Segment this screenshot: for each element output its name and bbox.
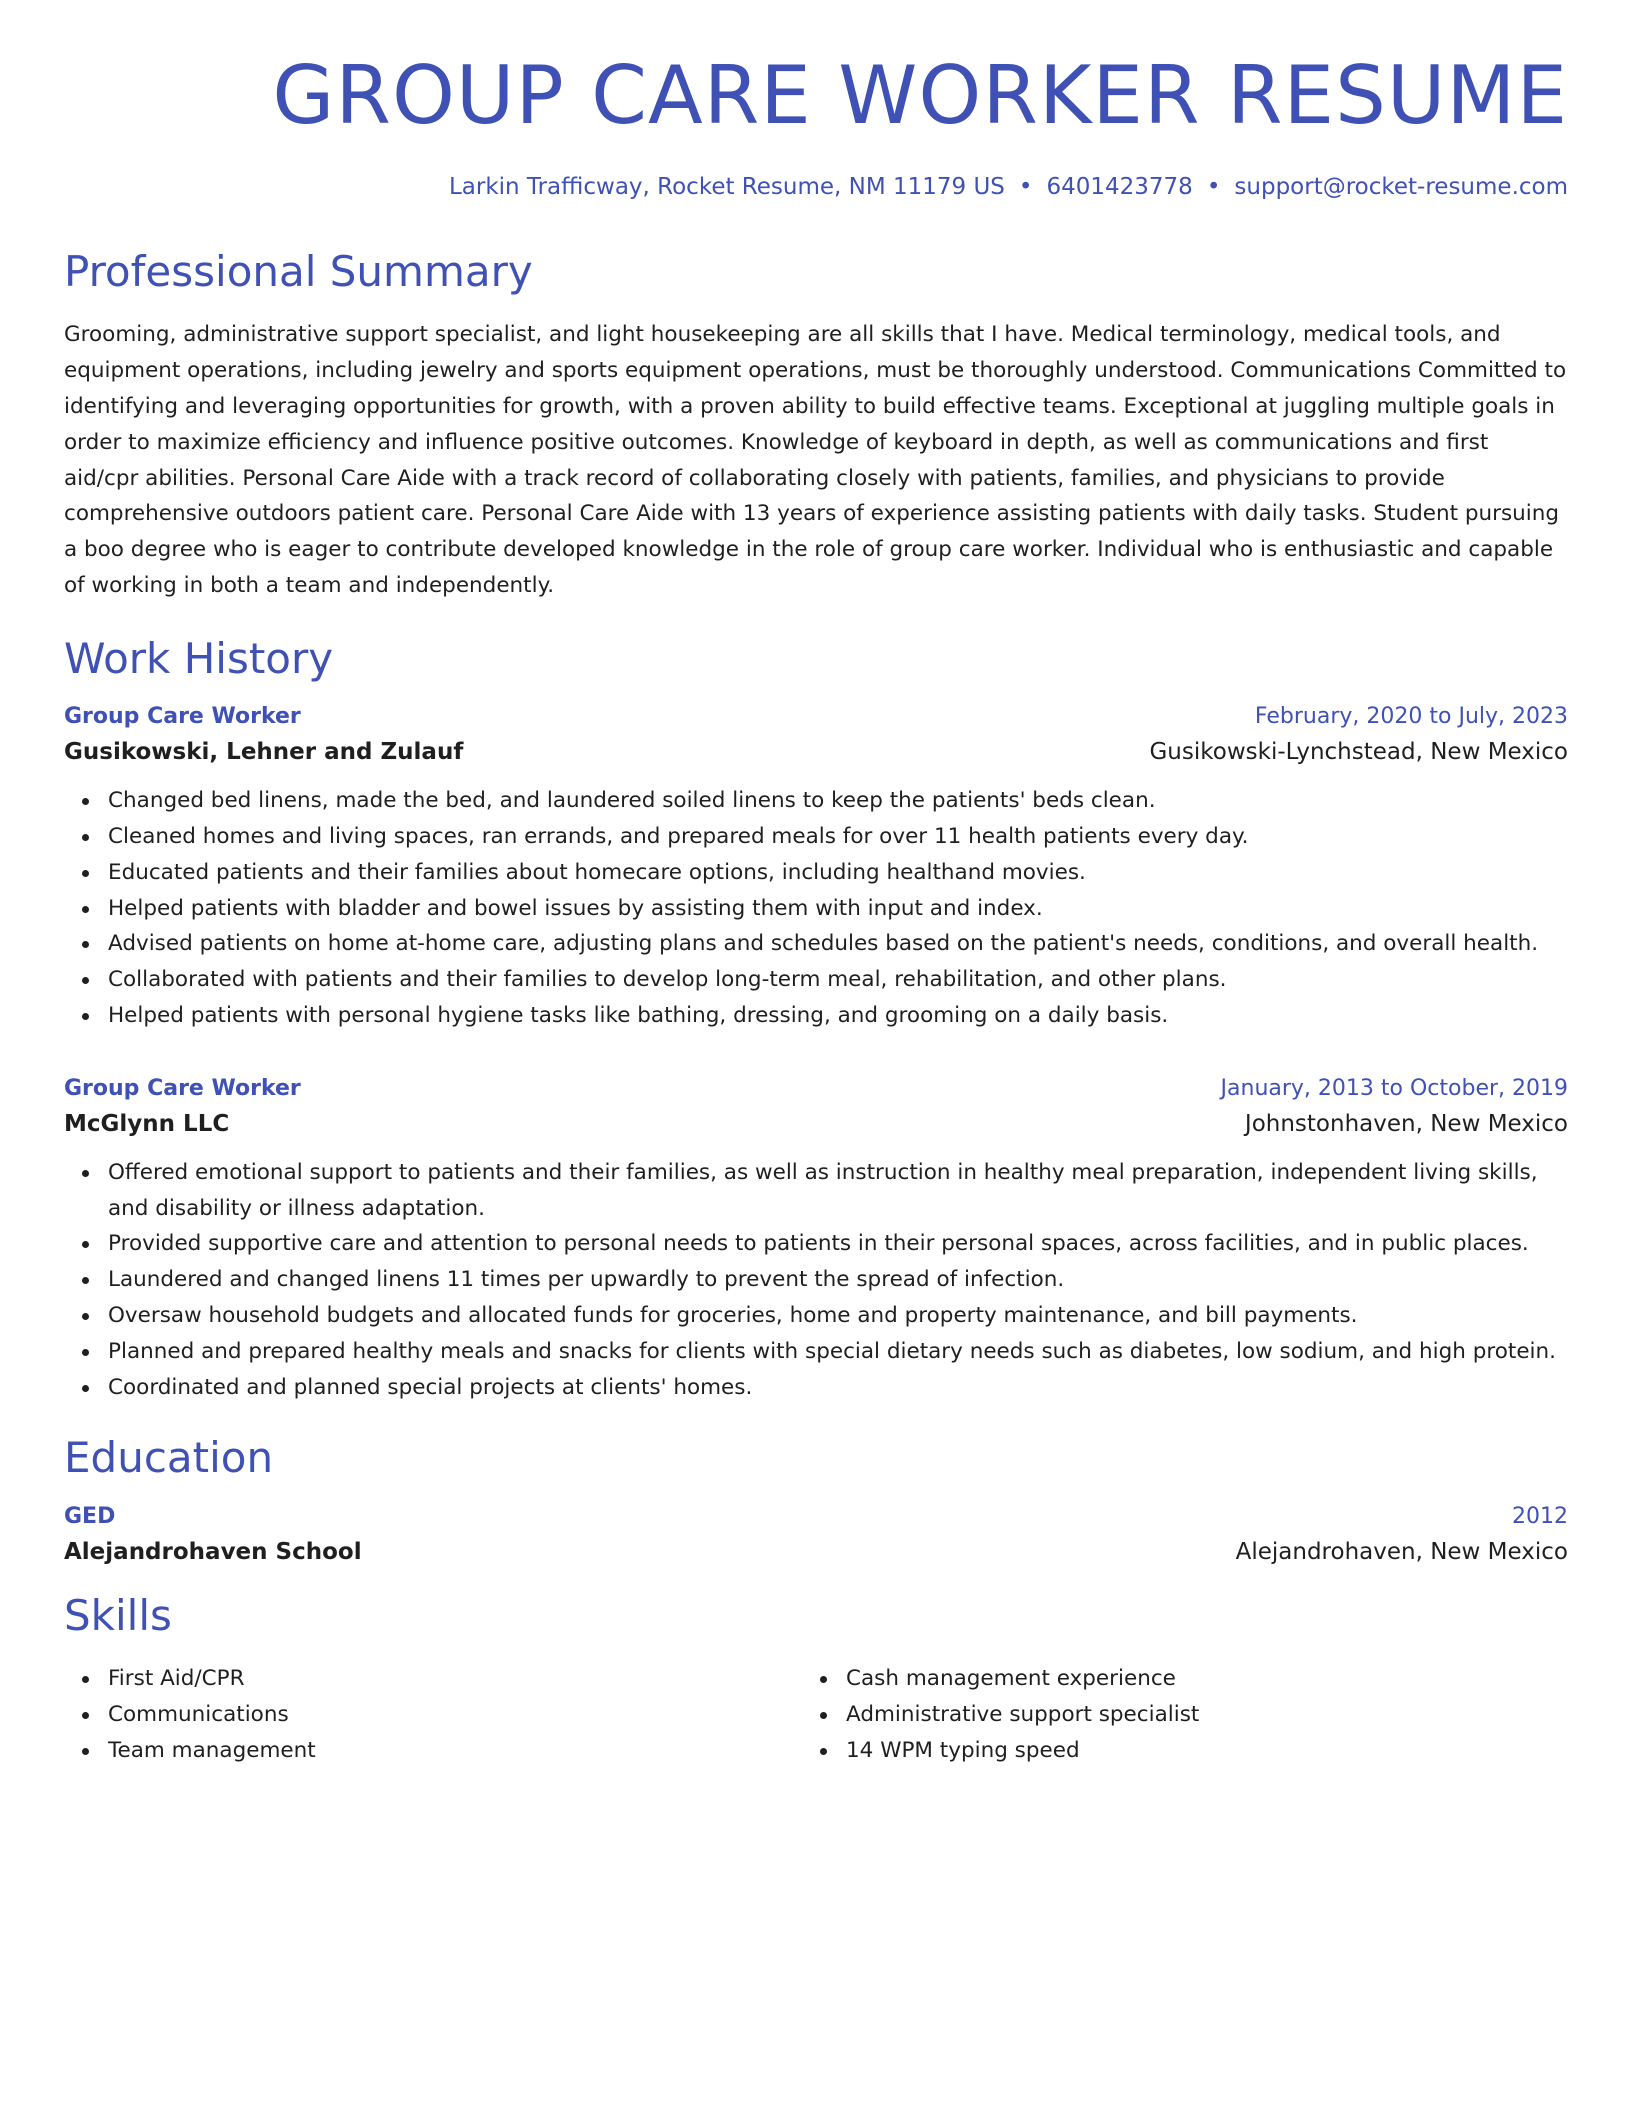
education-year: 2012 bbox=[1512, 1503, 1568, 1529]
summary-section bbox=[64, 247, 1568, 604]
job-bullet: Changed bed linens, made the bed, and laundered soiled linens to keep the patients' beds clean. bbox=[108, 783, 1568, 819]
skills-column-left bbox=[64, 1661, 802, 1768]
job-title: Group Care Worker bbox=[64, 704, 301, 730]
job-company: Gusikowski, Lehner and Zulauf bbox=[64, 739, 464, 766]
skill-item: Team management bbox=[108, 1733, 802, 1769]
education-school-row bbox=[64, 1539, 1568, 1565]
education-degree: GED bbox=[64, 1503, 116, 1529]
job-entry bbox=[64, 704, 1568, 1034]
job-title: Group Care Worker bbox=[64, 1075, 301, 1101]
contact-line bbox=[64, 176, 1568, 199]
skill-item: First Aid/CPR bbox=[108, 1661, 802, 1697]
summary-text: Grooming, administrative support specialist, and light housekeeping are all skills that I have. Medical terminology, medical tools, and equipment operations, including jewelry and sports equipment operations, must be thoroughly understood. Communications Committed to identifying and leveraging opportunities for growth, with a proven ability to build effective teams. Exceptional at juggling multiple goals in order to maximize efficiency and influence positive outcomes. Knowledge of keyboard in depth, as well as communications and first aid/cpr abilities. Personal Care Aide with a track record of collaborating closely with patients, families, and physicians to provide comprehensive outdoors patient care. Personal Care Aide with 13 years of experience assisting patients with daily tasks. Student pursuing a boo degree who is eager to contribute developed knowledge in the role of group care worker. Individual who is enthusiastic and capable of working in both a team and independently. bbox=[64, 322, 1567, 598]
job-bullet: Provided supportive care and attention to personal needs to patients in their personal spaces, across facilities, and in public places. bbox=[108, 1226, 1568, 1262]
contact-address: Larkin Trafficway, Rocket Resume, NM 11179 US bbox=[448, 174, 1005, 200]
skills-list bbox=[802, 1661, 1540, 1768]
job-bullet: Laundered and changed linens 11 times per upwardly to prevent the spread of infection. bbox=[108, 1262, 1568, 1298]
education-entry bbox=[64, 1504, 1568, 1565]
summary-heading: Professional Summary bbox=[64, 247, 533, 296]
job-bullet: Offered emotional support to patients and their families, as well as instruction in healthy meal preparation, independent living skills, and disability or illness adaptation. bbox=[108, 1155, 1568, 1227]
job-location: Johnstonhaven, New Mexico bbox=[1244, 1110, 1568, 1137]
skill-item: Communications bbox=[108, 1697, 802, 1733]
job-header-row bbox=[64, 704, 1568, 729]
education-header-row bbox=[64, 1504, 1568, 1529]
skill-item: Administrative support specialist bbox=[846, 1697, 1540, 1733]
skill-item: 14 WPM typing speed bbox=[846, 1733, 1540, 1769]
job-bullet-list bbox=[64, 783, 1568, 1034]
skills-grid bbox=[64, 1661, 1568, 1768]
contact-separator: • bbox=[1206, 174, 1221, 200]
job-bullet: Collaborated with patients and their families to develop long-term meal, rehabilitation, and other plans. bbox=[108, 962, 1568, 998]
job-company: McGlynn LLC bbox=[64, 1110, 230, 1137]
resume-header bbox=[64, 0, 1568, 199]
job-bullet: Helped patients with bladder and bowel issues by assisting them with input and index. bbox=[108, 891, 1568, 927]
resume-title: GROUP CARE WORKER RESUME bbox=[272, 49, 1568, 142]
job-dates: February, 2020 to July, 2023 bbox=[1254, 704, 1568, 730]
job-entry bbox=[64, 1076, 1568, 1406]
job-location: Gusikowski-Lynchstead, New Mexico bbox=[1149, 739, 1568, 766]
skills-heading: Skills bbox=[64, 1590, 172, 1640]
work-history-section bbox=[64, 634, 1568, 1406]
job-bullet: Cleaned homes and living spaces, ran errands, and prepared meals for over 11 health patients every day. bbox=[108, 819, 1568, 855]
job-company-row bbox=[64, 739, 1568, 765]
skills-list bbox=[64, 1661, 802, 1768]
work-history-heading: Work History bbox=[64, 633, 334, 683]
job-bullet: Helped patients with personal hygiene tasks like bathing, dressing, and grooming on a daily basis. bbox=[108, 998, 1568, 1034]
contact-email: support@rocket-resume.com bbox=[1234, 174, 1568, 200]
contact-phone: 6401423778 bbox=[1046, 174, 1193, 200]
education-location: Alejandrohaven, New Mexico bbox=[1235, 1538, 1568, 1565]
job-dates: January, 2013 to October, 2019 bbox=[1220, 1075, 1568, 1101]
skills-column-right bbox=[802, 1661, 1540, 1768]
job-bullet: Advised patients on home at-home care, adjusting plans and schedules based on the patient's needs, conditions, and overall health. bbox=[108, 926, 1568, 962]
education-heading: Education bbox=[64, 1433, 274, 1483]
job-bullet: Coordinated and planned special projects at clients' homes. bbox=[108, 1370, 1568, 1406]
job-bullet: Oversaw household budgets and allocated funds for groceries, home and property maintenance, and bill payments. bbox=[108, 1298, 1568, 1334]
education-school: Alejandrohaven School bbox=[64, 1538, 362, 1565]
job-bullet-list bbox=[64, 1155, 1568, 1406]
skill-item: Cash management experience bbox=[846, 1661, 1540, 1697]
contact-separator: • bbox=[1018, 174, 1033, 200]
education-section bbox=[64, 1433, 1568, 1564]
job-company-row bbox=[64, 1111, 1568, 1137]
job-bullet: Educated patients and their families about homecare options, including healthand movies. bbox=[108, 855, 1568, 891]
skills-section bbox=[64, 1591, 1568, 1769]
job-bullet: Planned and prepared healthy meals and snacks for clients with special dietary needs such as diabetes, low sodium, and high protein. bbox=[108, 1334, 1568, 1370]
job-header-row bbox=[64, 1076, 1568, 1101]
